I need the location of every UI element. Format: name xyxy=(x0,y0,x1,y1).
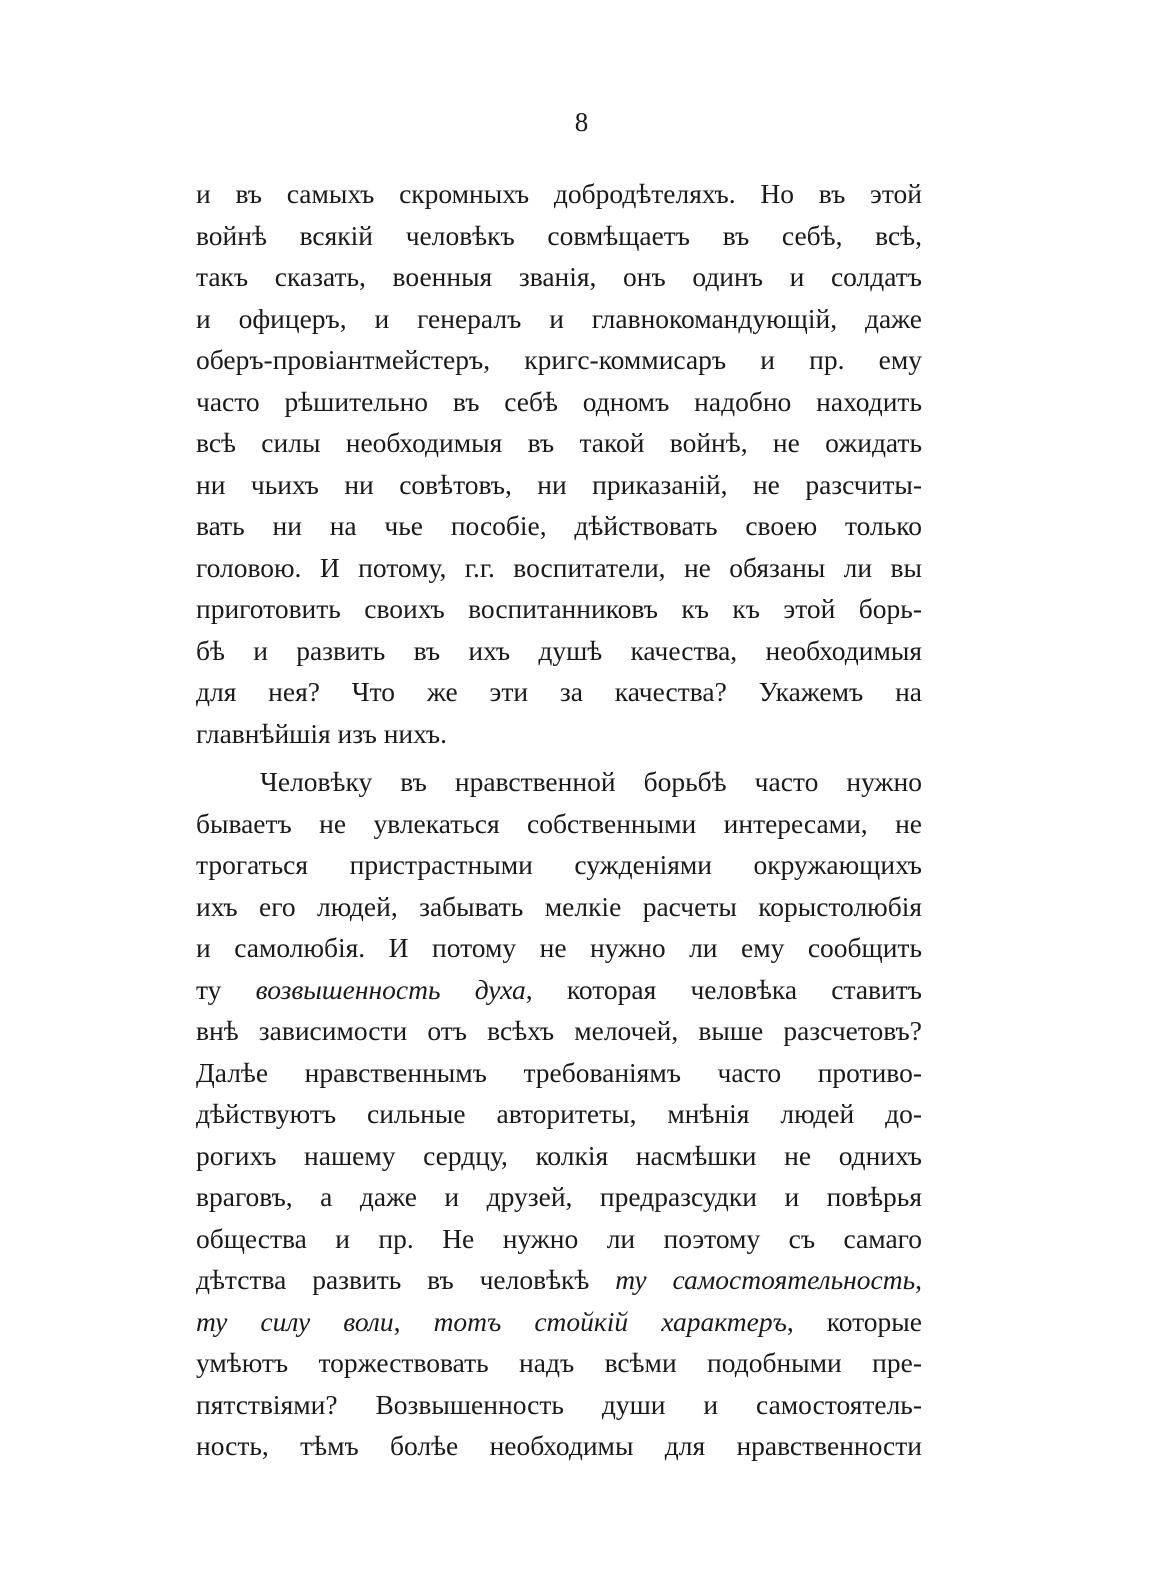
text-line: оберъ-провіантмейстеръ, кригс-коммисаръ и пр. ему xyxy=(196,344,922,375)
text-line-with-emphasis xyxy=(196,1259,922,1301)
emphasis-phrase: тотъ стойкій характеръ xyxy=(433,1305,787,1337)
text-line: рогихъ нашему сердцу, колкія насмѣшки не однихъ xyxy=(196,1139,922,1171)
paragraph-gap xyxy=(196,754,922,761)
text-line: ность, тѣмъ болѣе необходимы для нравственности xyxy=(196,1430,922,1461)
text-fragment: , xyxy=(393,1305,434,1337)
text-line: внѣ зависимости отъ всѣхъ мелочей, выше разсчетовъ? xyxy=(196,1015,922,1046)
text-fragment: , xyxy=(915,1264,922,1295)
text-line: враговъ, а даже и друзей, предразсудки и повѣрья xyxy=(196,1181,922,1212)
text-line: бѣ и развить въ ихъ душѣ качества, необходимыя xyxy=(196,634,922,666)
text-line: Далѣе нравственнымъ требованіямъ часто противо- xyxy=(196,1056,922,1088)
text-line: бываетъ не увлекаться собственными интересами, не xyxy=(196,807,922,839)
text-line: Человѣку въ нравственной борьбѣ часто нужно xyxy=(260,766,922,797)
page-number: 8 xyxy=(574,107,589,137)
text-line-with-emphasis xyxy=(196,969,922,1011)
emphasis-phrase: ту самостоятельность xyxy=(615,1264,916,1295)
paragraph-1 xyxy=(196,173,922,754)
text-line: для нея? Что же эти за качества? Укажемъ на xyxy=(196,676,922,707)
text-line: такъ сказать, военныя званія, онъ одинъ и солдатъ xyxy=(196,261,922,292)
text-line: трогаться пристрастными сужденіями окружающихъ xyxy=(196,849,922,880)
text-line: вать ни на чье пособіе, дѣйствовать своею только xyxy=(196,510,922,541)
text-line: всѣ силы необходимыя въ такой войнѣ, не ожидать xyxy=(196,427,922,458)
text-line: ни чьихъ ни совѣтовъ, ни приказаній, не разсчиты- xyxy=(196,468,922,500)
text-line: умѣютъ торжествовать надъ всѣми подобными пре- xyxy=(196,1347,922,1378)
text-fragment: , которая человѣка ставитъ xyxy=(525,973,922,1005)
text-line: ихъ его людей, забывать мелкіе расчеты корыстолюбія xyxy=(196,890,922,922)
text-line: головою. И потому, г.г. воспитатели, не обязаны ли вы xyxy=(196,551,922,583)
text-line: пятствіями? Возвышенность души и самостоятель- xyxy=(196,1388,922,1420)
text-fragment: дѣтства развить въ человѣкѣ xyxy=(196,1264,616,1295)
body-text xyxy=(196,173,922,1467)
emphasis-phrase: ту силу воли xyxy=(196,1305,394,1337)
text-line-with-emphasis xyxy=(196,1301,922,1343)
text-line: и въ самыхъ скромныхъ добродѣтеляхъ. Но въ этой xyxy=(196,178,922,209)
text-fragment: , которые xyxy=(786,1305,922,1337)
text-line: главнѣйшія изъ нихъ. xyxy=(196,717,447,749)
text-line: и офицеръ, и генералъ и главнокомандующій, даже xyxy=(196,302,922,334)
paragraph-2 xyxy=(196,761,922,1467)
text-line: и самолюбія. И потому не нужно ли ему сообщить xyxy=(196,932,922,963)
text-line: часто рѣшительно въ себѣ одномъ надобно находить xyxy=(196,385,922,417)
text-line: общества и пр. Не нужно ли поэтому съ самаго xyxy=(196,1222,922,1254)
text-line: войнѣ всякій человѣкъ совмѣщаетъ въ себѣ, всѣ, xyxy=(196,219,922,251)
emphasis-phrase: возвышенность духа xyxy=(255,973,526,1005)
text-line: дѣйствуютъ сильные авторитеты, мнѣнія людей до- xyxy=(196,1098,922,1129)
text-fragment: ту xyxy=(196,973,256,1005)
text-line: приготовить своихъ воспитанниковъ къ къ этой борь- xyxy=(196,593,922,624)
